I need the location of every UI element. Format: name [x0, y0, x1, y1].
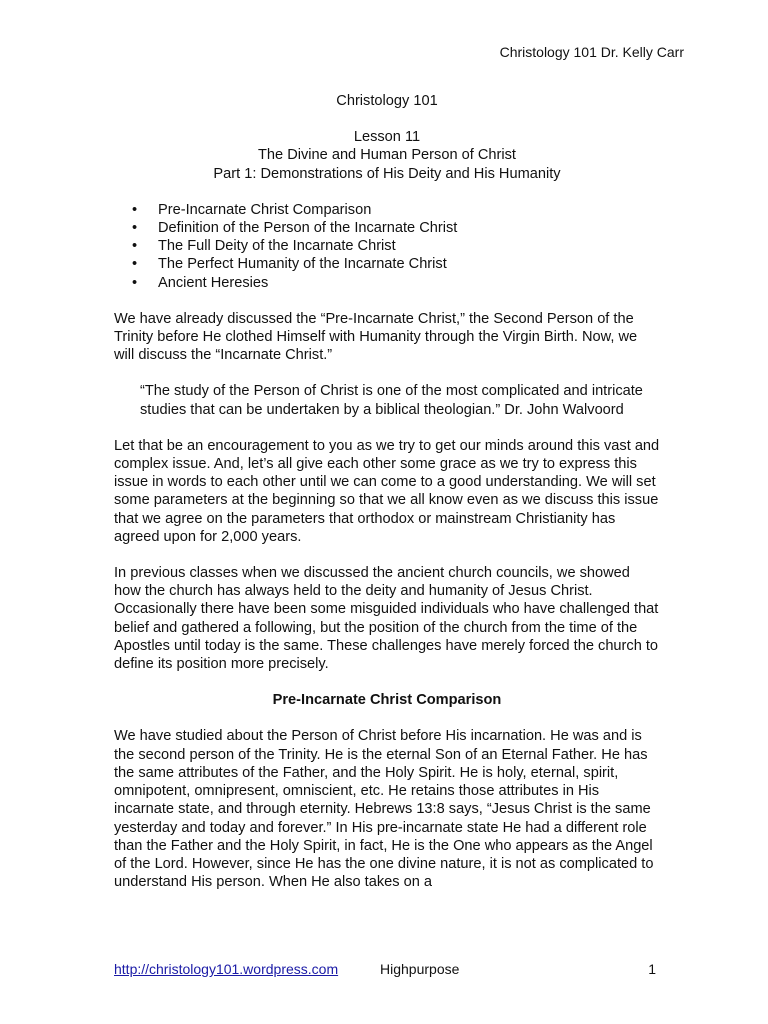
list-item: • The Full Deity of the Incarnate Christ — [132, 238, 396, 255]
blog-link[interactable]: http://christology101.wordpress.com — [114, 961, 339, 977]
list-item: • Pre-Incarnate Christ Comparison — [132, 201, 372, 218]
list-item: • The Perfect Humanity of the Incarnate Christ — [132, 256, 447, 273]
lesson-subtitle: The Divine and Human Person of Christ — [258, 147, 516, 164]
bullet-icon: • — [132, 256, 138, 273]
encouragement-paragraph: Let that be an encouragement to you as we try to get our minds around this vast and complex issue. And, let’s all give each other some grace as we try to express this issue in words to each other until we can come to a good understanding. We will set some parameters at the beginning so that we all know even as we discuss this issue that we agree on the parameters that orthodox or mainstream Christianity has agreed upon for 2,000 years. — [114, 437, 660, 545]
list-item: • Definition of the Person of the Incarnate Christ — [132, 220, 458, 237]
section-heading: Pre-Incarnate Christ Comparison — [272, 692, 502, 709]
course-title: Christology 101 — [336, 93, 438, 109]
intro-paragraph: We have already discussed the “Pre-Incarnate Christ,” the Second Person of the Trinity before He clothed Himself with Humanity through the Virgin Birth. Now, we will discuss the “Incarnate Christ.” — [114, 310, 638, 364]
bullet-icon: • — [132, 238, 138, 255]
page-footer — [114, 961, 656, 977]
bullet-icon: • — [132, 274, 138, 291]
topic-list — [114, 201, 660, 292]
section-body-paragraph: We have studied about the Person of Christ before His incarnation. He was and is the second person of the Trinity. He is the eternal Son of an Eternal Father. He has the same attributes of the Father, and the Holy Spirit. He is holy, eternal, spirit, omnipotent, omnipresent, omniscient, etc. He retains those attributes in His incarnate state, and through eternity. Hebrews 13:8 says, “Jesus Christ is the same yesterday and today and forever.” In His pre-incarnate state He had a different role than the Father and the Holy Spirit, in fact, He is the One who appears as the Angel of the Lord. However, since He has the one divine nature, it is not as complicated to understand His person. When He also takes on a — [114, 728, 654, 891]
title-block — [114, 92, 660, 183]
bullet-icon: • — [132, 220, 138, 237]
page-number: 1 — [648, 961, 656, 977]
publisher-name: Highpurpose — [380, 961, 460, 977]
bullet-icon: • — [132, 201, 138, 218]
document-body — [114, 92, 660, 891]
walvoord-quote: “The study of the Person of Christ is one of the most complicated and intricate studies that can be undertaken by a biblical theologian.” Dr. John Walvoord — [140, 383, 643, 418]
running-header: Christology 101 Dr. Kelly Carr — [499, 44, 684, 60]
lesson-part: Part 1: Demonstrations of His Deity and His Humanity — [213, 165, 561, 182]
lesson-number: Lesson 11 — [353, 129, 421, 146]
list-item: • Ancient Heresies — [132, 274, 269, 291]
councils-paragraph: In previous classes when we discussed the ancient church councils, we showed how the church has always held to the deity and humanity of Jesus Christ. Occasionally there have been some misguided individuals who have challenged that belief and gathered a following, but the position of the church from the time of the Apostles until today is the same. These challenges have merely forced the church to define its position more precisely. — [114, 565, 659, 673]
